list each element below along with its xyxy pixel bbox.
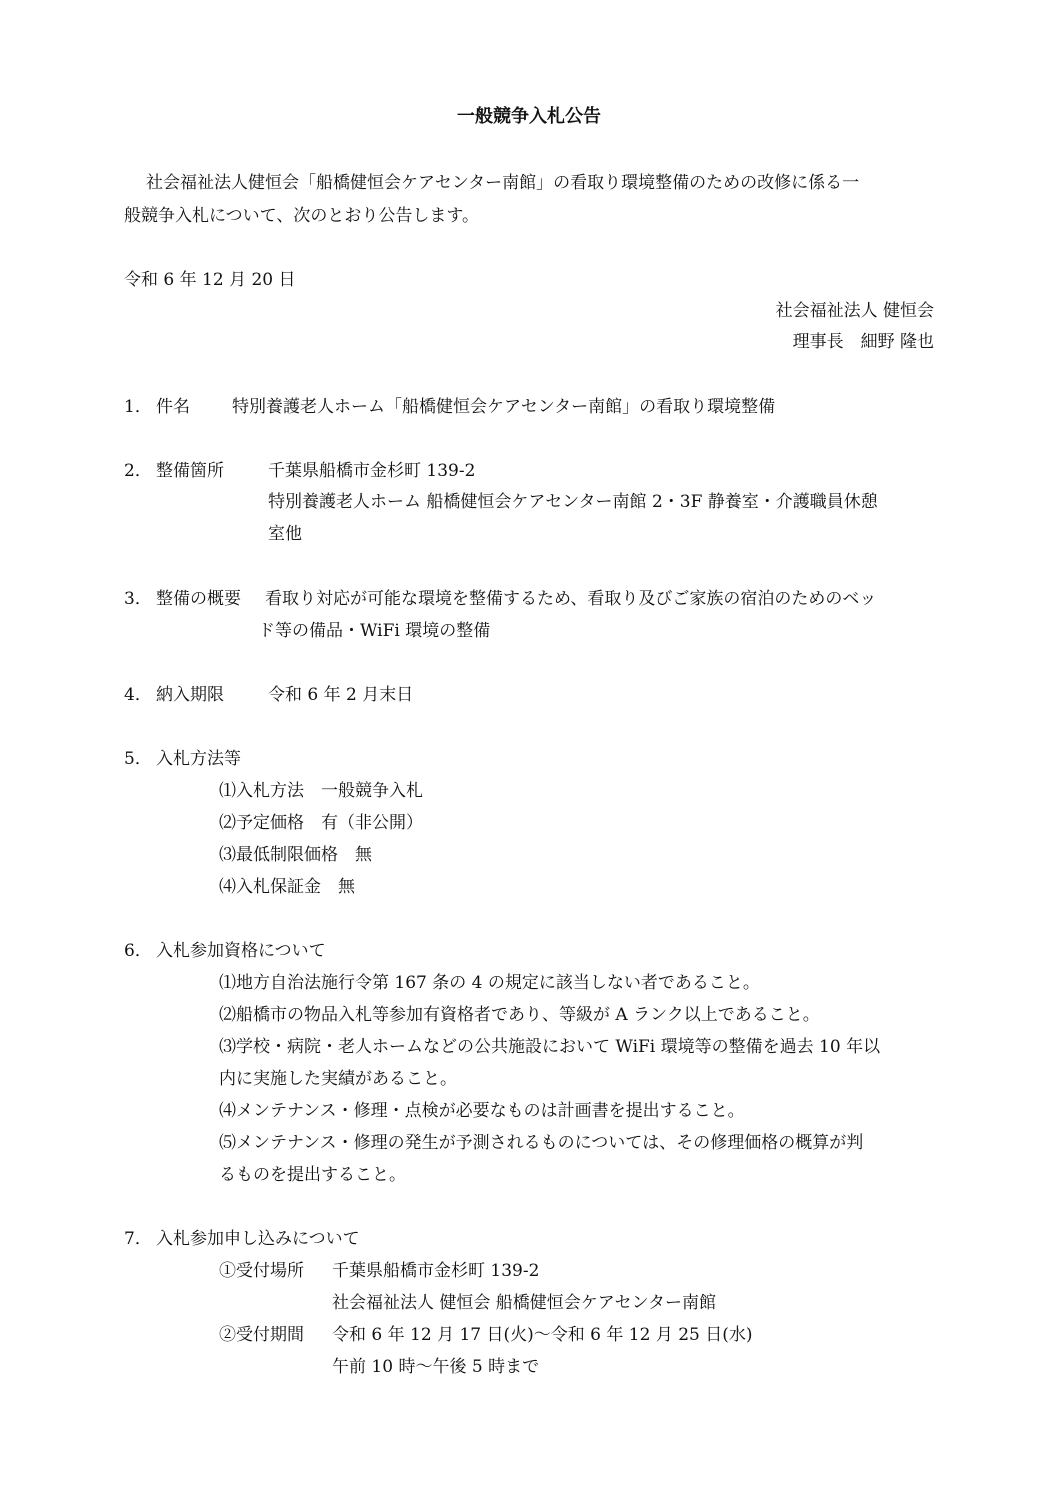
section-3-number: 3． xyxy=(124,589,152,609)
notice-date: 令和 6 年 12 月 20 日 xyxy=(124,270,296,290)
section-3-line-1: 看取り対応が可能な環境を整備するため、看取り及びご家族の宿泊のためのベッ xyxy=(265,589,877,609)
section-5-item-2: ⑵予定価格 有（非公開） xyxy=(219,813,423,833)
section-2-line-2: 特別養護老人ホーム 船橋健恒会ケアセンター南館 2・3F 静養室・介護職員休憩 xyxy=(268,492,878,512)
section-5-label: 入札方法等 xyxy=(156,749,241,769)
section-3-label: 整備の概要 xyxy=(156,589,241,609)
section-2-line-1: 千葉県船橋市金杉町 139-2 xyxy=(268,461,476,481)
section-6-line-6: ⑸メンテナンス・修理の発生が予測されるものについては、その修理価格の概算が判 xyxy=(219,1133,864,1153)
section-7-place-label: ①受付場所 xyxy=(219,1261,304,1281)
section-5-item-3: ⑶最低制限価格 無 xyxy=(219,845,372,865)
section-4-text: 令和 6 年 2 月末日 xyxy=(268,685,414,705)
section-2-line-3: 室他 xyxy=(268,524,302,544)
section-6-line-3: ⑶学校・病院・老人ホームなどの公共施設において WiFi 環境等の整備を過去 10 年以 xyxy=(219,1037,881,1057)
section-2-label: 整備箇所 xyxy=(156,461,224,481)
issuer-org: 社会福祉法人 健恒会 xyxy=(775,301,934,321)
section-1-label: 件名 xyxy=(156,397,190,417)
section-4-number: 4． xyxy=(124,685,152,705)
section-6-line-5: ⑷メンテナンス・修理・点検が必要なものは計画書を提出すること。 xyxy=(219,1101,745,1121)
section-6-number: 6． xyxy=(124,941,152,961)
section-7-label: 入札参加申し込みについて xyxy=(156,1229,360,1249)
issuer-rep: 理事長 細野 隆也 xyxy=(792,332,934,352)
section-1-number: 1． xyxy=(124,397,152,417)
section-7-place-line-2: 社会福祉法人 健恒会 船橋健恒会ケアセンター南館 xyxy=(332,1293,716,1313)
section-5-number: 5． xyxy=(124,749,152,769)
intro-line-1: 社会福祉法人健恒会「船橋健恒会ケアセンター南館」の看取り環境整備のための改修に係る一 xyxy=(146,173,860,193)
section-6-line-4: 内に実施した実績があること。 xyxy=(219,1069,457,1089)
intro-line-2: 般競争入札について、次のとおり公告します。 xyxy=(124,206,479,226)
section-5-item-1: ⑴入札方法 一般競争入札 xyxy=(219,781,423,801)
section-5-item-4: ⑷入札保証金 無 xyxy=(219,877,355,897)
section-7-place-line-1: 千葉県船橋市金杉町 139-2 xyxy=(332,1261,540,1281)
section-6-line-2: ⑵船橋市の物品入札等参加有資格者であり、等級が A ランク以上であること。 xyxy=(219,1005,820,1025)
section-6-line-1: ⑴地方自治法施行令第 167 条の 4 の規定に該当しない者であること。 xyxy=(219,973,760,993)
section-7-period-label: ②受付期間 xyxy=(219,1325,304,1345)
section-2-number: 2． xyxy=(124,461,152,481)
section-7-period-line-1: 令和 6 年 12 月 17 日(火)～令和 6 年 12 月 25 日(水) xyxy=(332,1325,753,1345)
section-1-text: 特別養護老人ホーム「船橋健恒会ケアセンター南館」の看取り環境整備 xyxy=(232,397,776,417)
section-7-period-line-2: 午前 10 時～午後 5 時まで xyxy=(332,1357,540,1377)
section-4-label: 納入期限 xyxy=(156,685,224,705)
document-title: 一般競争入札公告 xyxy=(457,106,601,127)
section-6-label: 入札参加資格について xyxy=(156,941,326,961)
section-3-line-2: ド等の備品・WiFi 環境の整備 xyxy=(258,621,491,641)
section-7-number: 7． xyxy=(124,1229,152,1249)
section-6-line-7: るものを提出すること。 xyxy=(219,1165,406,1185)
